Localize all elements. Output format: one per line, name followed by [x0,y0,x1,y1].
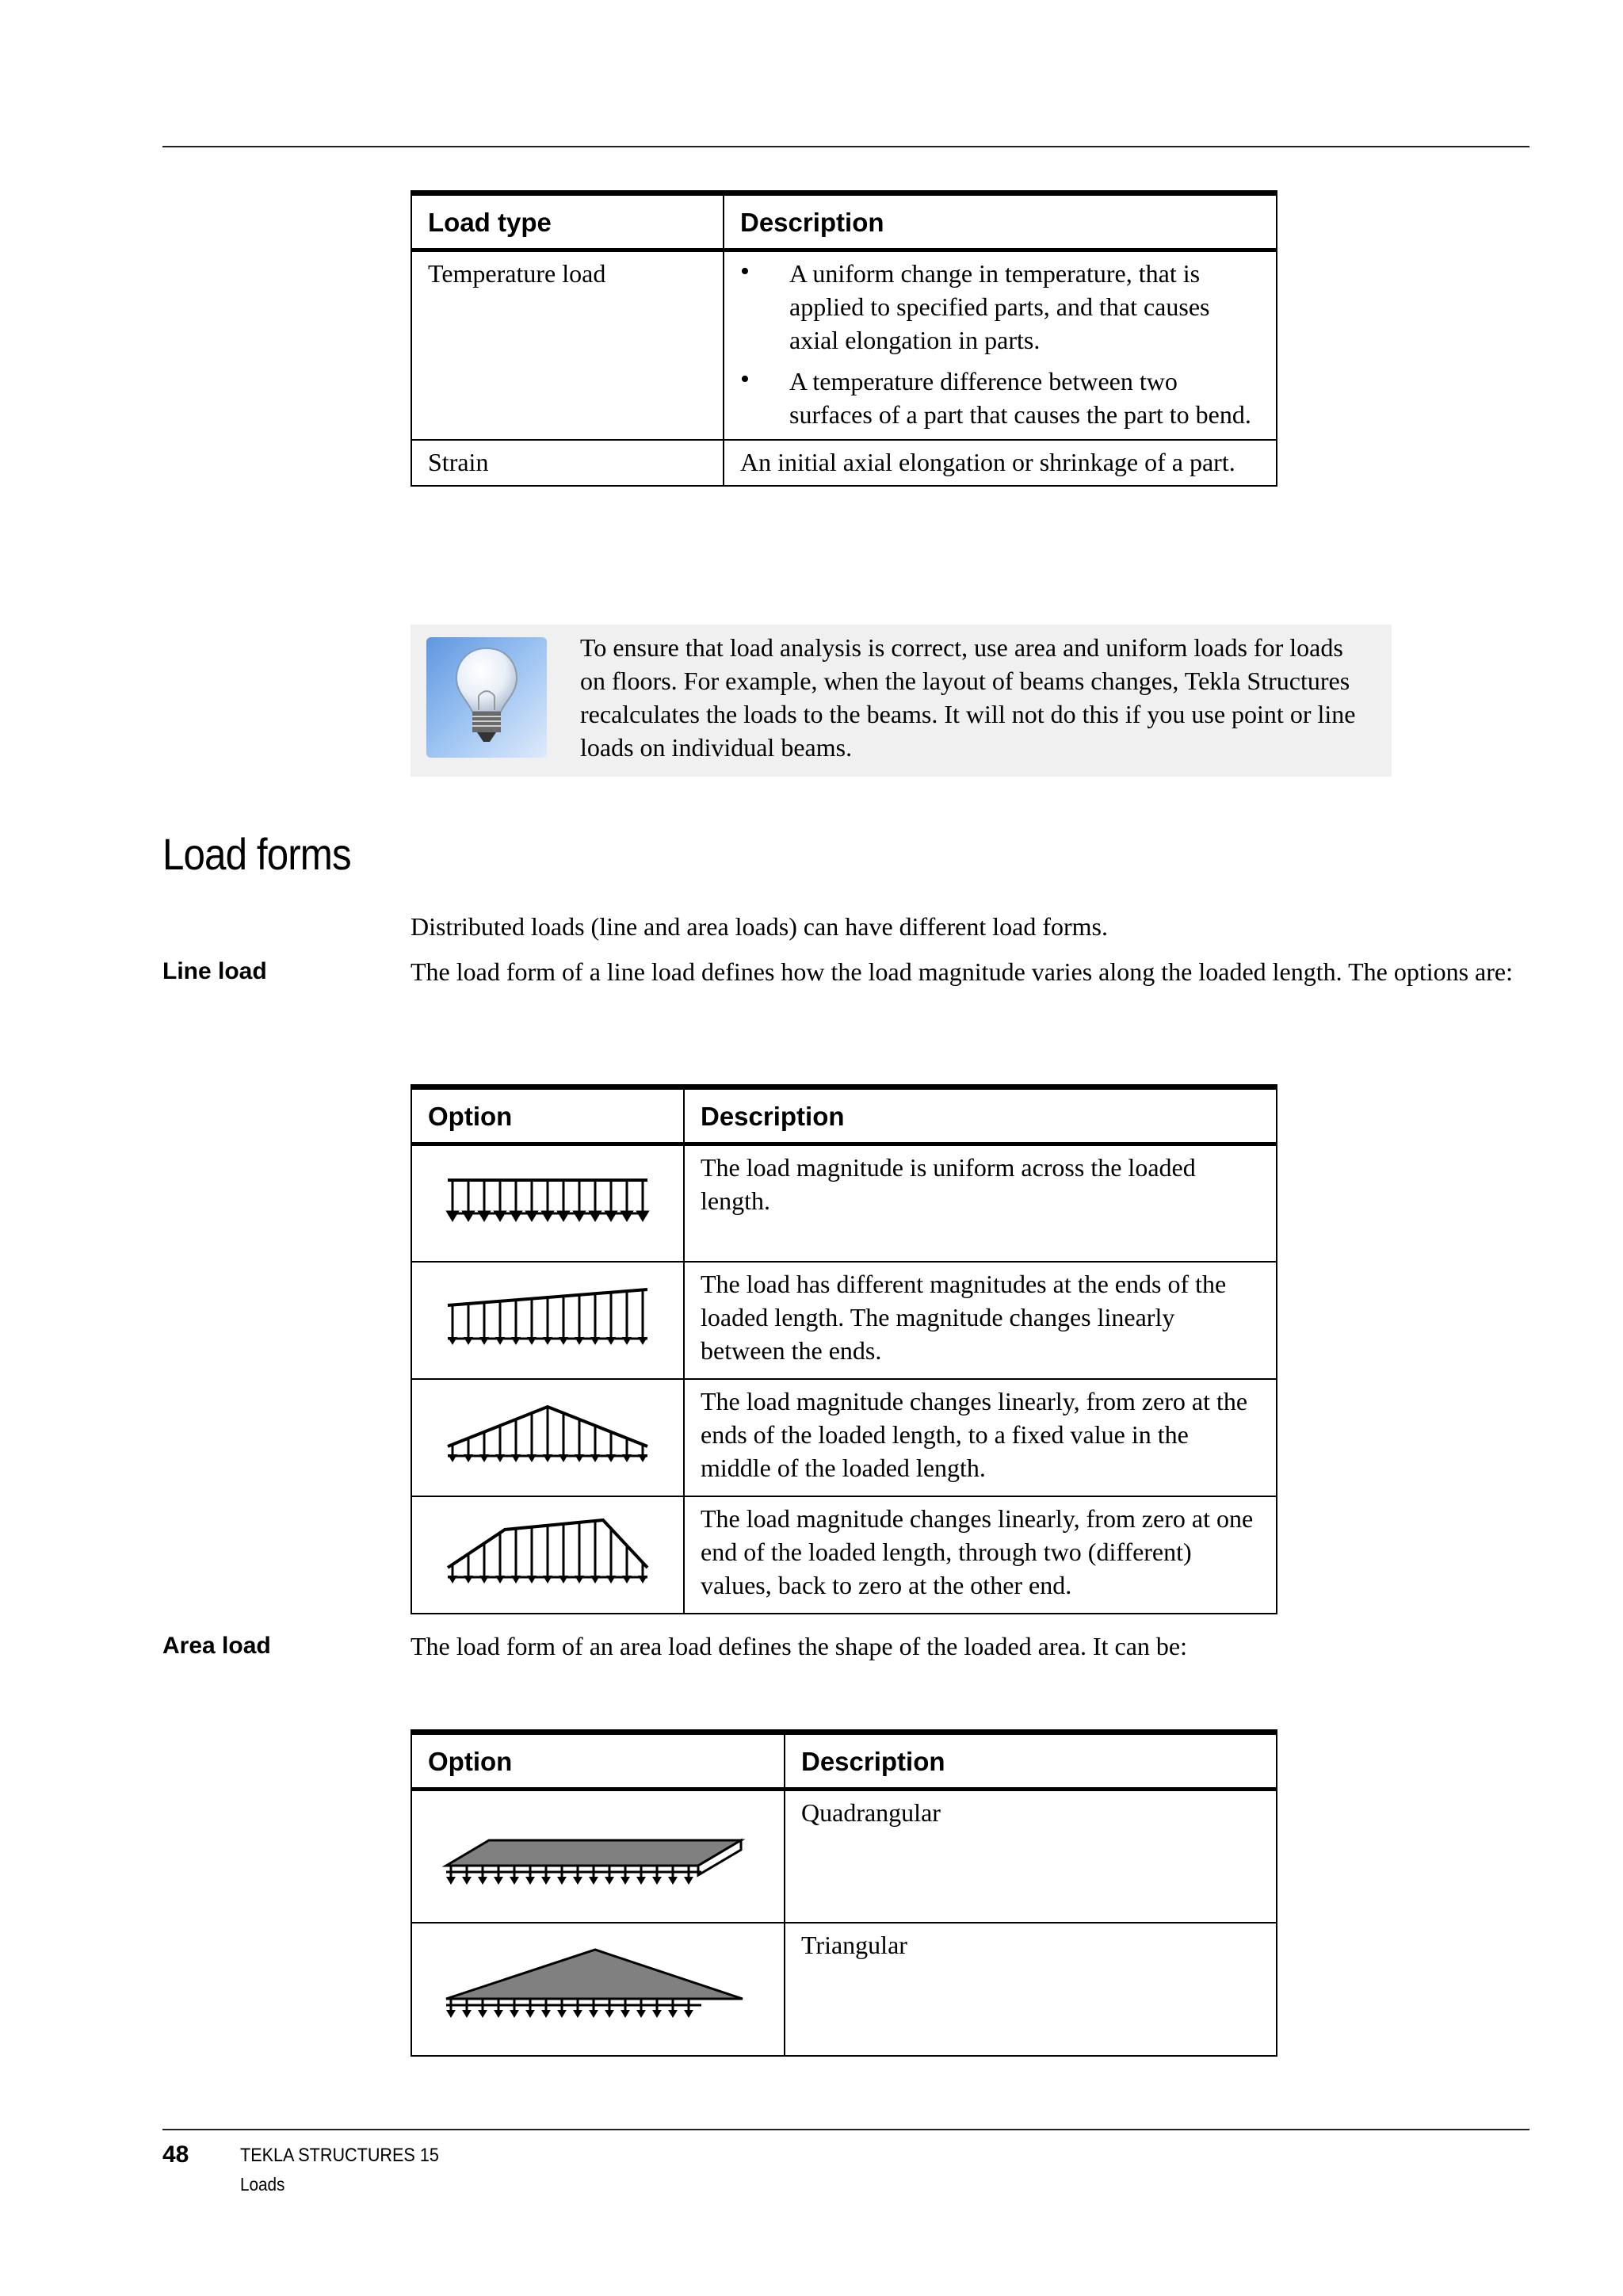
table-row [411,1262,1277,1379]
load-arrow-head [541,2010,551,2018]
arrow-group [446,1866,701,1885]
load-arrow-head [541,1877,551,1885]
load-arrow-head [621,1877,630,1885]
table-row [411,1379,1277,1496]
column-header: Load type [411,193,724,250]
option-cell [411,1496,684,1614]
load-arrow-head [494,1877,503,1885]
bullet-list [740,257,1260,431]
line-load-text: The load form of a line load defines how the load magnitude varies along the loaded length. The options are: [411,957,1513,986]
load-arrow-head [652,1877,662,1885]
section-intro: Distributed loads (line and area loads) can have different load forms. [411,912,1108,941]
load-arrow-head [557,2010,567,2018]
footer-chapter: Loads [240,2174,285,2195]
load-arrow-head [525,2010,535,2018]
table-row [411,1144,1277,1262]
option-cell [411,1923,785,2056]
triangular-load-icon [437,1402,659,1465]
description-cell: The load magnitude is uniform across the loaded length. [684,1144,1277,1262]
load-arrow-head [605,2010,614,2018]
load-arrow-head [684,1877,693,1885]
arrow-group [446,1999,701,2018]
load-arrow-head [478,2010,487,2018]
option-cell [411,1790,785,1923]
load-arrow-head [525,1877,535,1885]
load-arrow-head [446,2010,456,2018]
arrow-group [448,1180,647,1220]
table-row [411,1790,1277,1923]
table-header-row [411,193,1277,250]
description-cell: The load has different magnitudes at the ends of the loaded length. The magnitude changes linearly between the ends. [684,1262,1277,1379]
description-cell: An initial axial elongation or shrinkage of a part. [724,440,1277,486]
load-arrow-head [557,1877,567,1885]
load-arrow-head [573,2010,582,2018]
load-arrow-head [636,1877,646,1885]
uniform-load-icon [437,1175,659,1223]
arrow-group [448,1520,647,1583]
line-load-table [411,1084,1277,1614]
description-cell: Quadrangular [785,1790,1277,1923]
lightbulb-icon [426,637,547,758]
load-arrow-head [573,1877,582,1885]
tip-text: To ensure that load analysis is correct, use area and uniform loads for loads on floors. For example, when the layout of beams changes, Tekla Structures recalculates the loads to the beams. It will not do this if you use point or line loads on individual beams. [580,633,1356,762]
column-header: Option [411,1087,684,1144]
area-load-table [411,1729,1277,2057]
description-cell: Triangular [785,1923,1277,2056]
linear-load-icon [437,1285,659,1348]
option-cell [411,1379,684,1496]
load-arrow-head [589,2010,598,2018]
load-type-cell: Strain [411,440,724,486]
load-arrow-head [652,2010,662,2018]
table-row [411,1923,1277,2056]
column-header: Description [684,1087,1277,1144]
column-header: Description [724,193,1277,250]
load-arrow-head [605,1877,614,1885]
trapezoidal-load-icon [437,1515,659,1587]
description-cell: The load magnitude changes linearly, from zero at the ends of the loaded length, to a fixed value in the middle of the loaded length. [684,1379,1277,1496]
load-arrow-head [668,2010,678,2018]
table-row [411,440,1277,486]
table-row [411,1496,1277,1614]
description-cell: The load magnitude changes linearly, from zero at one end of the loaded length, through two (different) values, back to zero at the other end. [684,1496,1277,1614]
table-header-row [411,1087,1277,1144]
load-arrow-head [462,1877,472,1885]
page-number: 48 [162,2141,189,2168]
header-rule [162,146,1529,147]
load-arrow-head [684,2010,693,2018]
footer-rule [162,2129,1529,2130]
load-arrow-head [462,2010,472,2018]
load-type-cell: Temperature load [411,250,724,441]
arrow-group [448,1289,647,1345]
load-type-table [411,190,1277,487]
table-row [411,250,1277,441]
option-cell [411,1144,684,1262]
quadrangular-area-icon [440,1809,757,1896]
column-header: Description [785,1733,1277,1790]
list-item: • A temperature difference between two surfaces of a part that causes the part to bend. [740,365,1260,431]
load-arrow-head [510,1877,519,1885]
load-arrow-head [668,1877,678,1885]
section-title: Load forms [162,829,351,879]
triangular-area-icon [440,1942,757,2029]
option-cell [411,1262,684,1379]
load-arrow-head [510,2010,519,2018]
list-item: • A uniform change in temperature, that is applied to specified parts, and that causes axial elongation in parts. [740,257,1260,357]
description-cell [724,250,1277,441]
load-arrow-head [446,1877,456,1885]
table-header-row [411,1733,1277,1790]
line-load-label: Line load [162,958,267,984]
area-load-label: Area load [162,1633,271,1659]
load-arrow-head [589,1877,598,1885]
tip-box [411,625,1392,777]
footer-title: TEKLA STRUCTURES 15 [240,2145,439,2166]
load-arrow-head [636,2010,646,2018]
load-arrow-head [621,2010,630,2018]
area-load-text: The load form of an area load defines the shape of the loaded area. It can be: [411,1632,1187,1660]
load-arrow-head [494,2010,503,2018]
load-arrow-head [478,1877,487,1885]
column-header: Option [411,1733,785,1790]
